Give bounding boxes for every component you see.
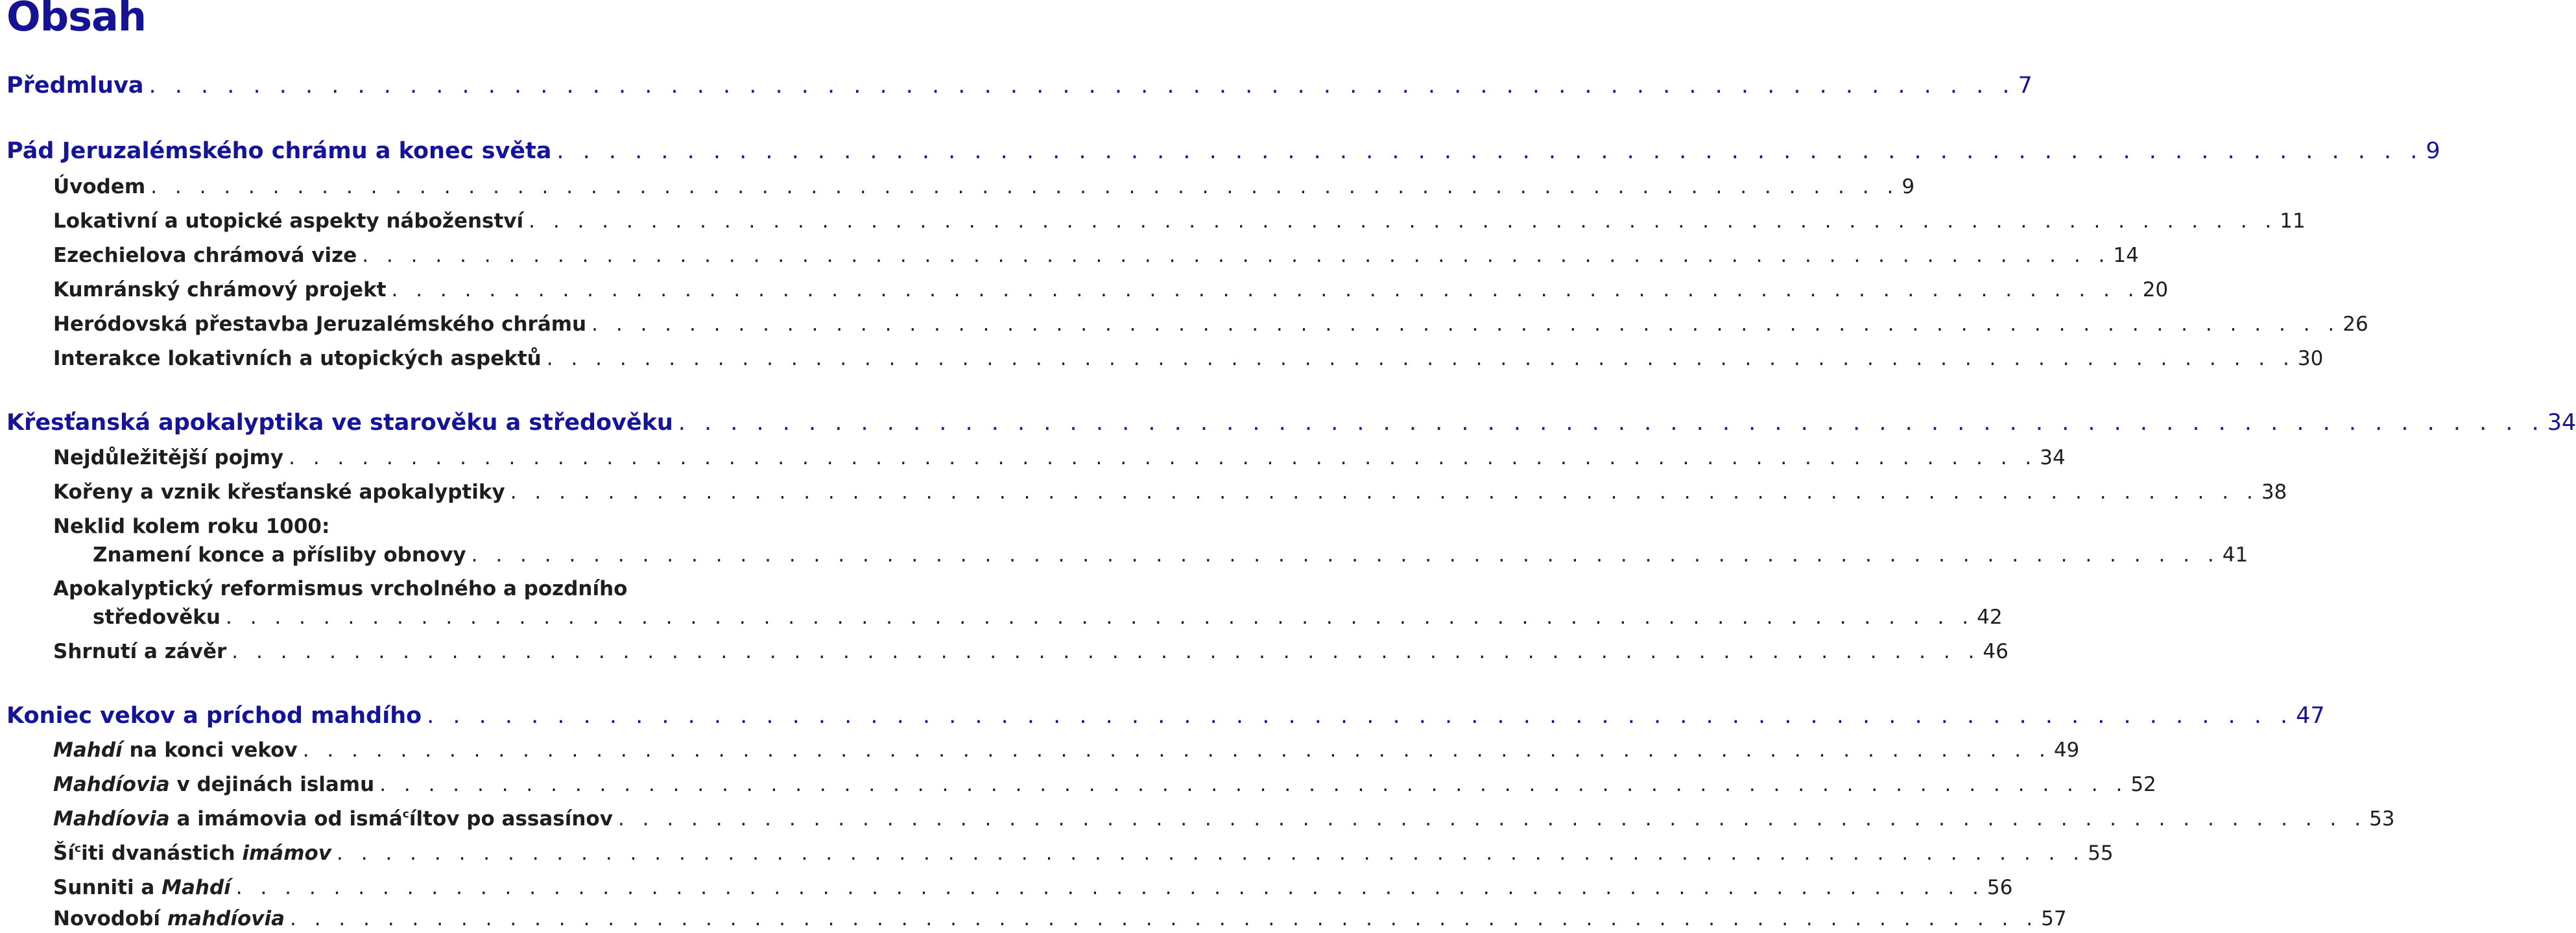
toc-entry-section[interactable] — [53, 480, 2287, 504]
toc-page-number: 26 — [2343, 313, 2368, 336]
toc-page-number: 7 — [2018, 73, 2033, 99]
toc-entry-section[interactable] — [53, 640, 2009, 663]
toc-entry-label: Nejdůležitější pojmy — [53, 446, 284, 469]
toc-page-number: 55 — [2088, 842, 2114, 865]
label-text: iti dvanástich — [81, 842, 243, 865]
leader-dots: . . . . . . . . . . . . . . . . . . . . . . . . . . . . . . . . . . . . . . . . . . . . . . . . . . . . . . . . . . . . . . . . . . . . . . . . — [232, 640, 1981, 663]
toc-entry-section[interactable] — [93, 606, 2003, 629]
toc-page-number: 34 — [2547, 410, 2576, 436]
label-text: a imámovia od ismá — [169, 807, 403, 831]
leader-dots: . . . . . . . . . . . . . . . . . . . . . . . . . . . . . . . . . . . . . . . . . . . . . . . . . . . . . . . . . . . . . . . . . . . . . . . . — [546, 347, 2295, 370]
leader-dots: . . . . . . . . . . . . . . . . . . . . . . . . . . . . . . . . . . . . . . . . . . . . . . . . . . . . . . . . . . . . . . . . . . . . . . . . — [362, 244, 2111, 267]
toc-entry-label: Úvodem — [53, 175, 146, 198]
ayn-superscript: c — [402, 808, 409, 821]
leader-dots: . . . . . . . . . . . . . . . . . . . . . . . . . . . . . . . . . . . . . . . . . . . . . . . . . . . . . . . . . . . . . . . . . . . . . . . . — [150, 175, 1900, 198]
italic-term: Mahdí — [161, 876, 231, 899]
leader-dots: . . . . . . . . . . . . . . . . . . . . . . . . . . . . . . . . . . . . . . . . . . . . . . . . . . . . . . . . . . . . . . . . . . . . . . . . — [510, 480, 2259, 504]
toc-entry-label: Kořeny a vznik křesťanské apokalyptiky — [53, 480, 505, 504]
toc-entry-preface[interactable] — [6, 73, 2033, 99]
toc-entry-label — [53, 876, 231, 899]
label-text: v dejinách islamu — [169, 773, 375, 796]
toc-entry-label: Heródovská přestavba Jeruzalémského chrámu — [53, 313, 587, 336]
leader-dots: . . . . . . . . . . . . . . . . . . . . . . . . . . . . . . . . . . . . . . . . . . . . . . . . . . . . . . . . . . . . . . . . . . . . . . . . — [391, 278, 2140, 301]
label-text: Ší — [53, 842, 75, 865]
toc-page-number: 9 — [1902, 175, 1915, 198]
leader-dots: . . . . . . . . . . . . . . . . . . . . . . . . . . . . . . . . . . . . . . . . . . . . . . . . . . . . . . . . . . . . . . . . . . . . . . . . — [529, 209, 2278, 233]
toc-entry-section[interactable] — [53, 738, 2080, 762]
toc-page-number: 57 — [2041, 907, 2067, 930]
toc-entry-section[interactable] — [53, 842, 2114, 865]
toc-page-number: 14 — [2113, 244, 2139, 267]
toc-page-number: 34 — [2040, 446, 2066, 469]
toc-entry-section[interactable] — [53, 175, 1915, 198]
toc-entry-chapter-2[interactable] — [6, 410, 2576, 436]
toc-entry-section[interactable] — [53, 807, 2395, 831]
toc-entry-section[interactable] — [53, 876, 2013, 899]
toc-entry-label: Shrnutí a závěr — [53, 640, 227, 663]
toc-entry-label: Křesťanská apokalyptika ve starověku a středověku — [6, 410, 673, 436]
toc-entry-label — [53, 807, 613, 831]
label-text: na konci vekov — [122, 738, 298, 762]
toc-entry-label: Koniec vekov a príchod mahdího — [6, 703, 422, 729]
ayn-superscript: c — [74, 842, 82, 856]
toc-page-number: 30 — [2297, 347, 2324, 370]
label-text: Novodobí — [53, 907, 167, 930]
toc-entry-chapter-1[interactable] — [6, 138, 2440, 164]
leader-dots: . . . . . . . . . . . . . . . . . . . . . . . . . . . . . . . . . . . . . . . . . . . . . . . . . . . . . . . . . . . . . . . . . . . . . . . . — [427, 703, 2294, 729]
toc-entry-label — [53, 738, 298, 762]
italic-term: mahdíovia — [167, 907, 285, 930]
leader-dots: . . . . . . . . . . . . . . . . . . . . . . . . . . . . . . . . . . . . . . . . . . . . . . . . . . . . . . . . . . . . . . . . . . . . . . . . — [337, 842, 2086, 865]
toc-entry-label: Pád Jeruzalémského chrámu a konec světa — [6, 138, 552, 164]
toc-page-number: 9 — [2426, 138, 2440, 164]
toc-entry-label — [53, 907, 285, 930]
leader-dots: . . . . . . . . . . . . . . . . . . . . . . . . . . . . . . . . . . . . . . . . . . . . . . . . . . . . . . . . . . . . . . . . . . . . . . . . — [617, 807, 2367, 831]
toc-entry-label: Interakce lokativních a utopických aspektů — [53, 347, 542, 370]
toc-entry-label: Ezechielova chrámová vize — [53, 244, 357, 267]
italic-term: Mahdí — [53, 738, 123, 762]
leader-dots: . . . . . . . . . . . . . . . . . . . . . . . . . . . . . . . . . . . . . . . . . . . . . . . . . . . . . . . . . . . . . . . . . . . . . . . . — [379, 773, 2129, 796]
leader-dots: . . . . . . . . . . . . . . . . . . . . . . . . . . . . . . . . . . . . . . . . . . . . . . . . . . . . . . . . . . . . . . . . . . . . . . . . — [226, 606, 1975, 629]
toc-page-number: 47 — [2296, 703, 2325, 729]
toc-entry-chapter-3[interactable] — [6, 703, 2325, 729]
toc-page-number: 49 — [2053, 738, 2080, 762]
toc-entry-section[interactable] — [53, 773, 2156, 796]
toc-page-number: 42 — [1977, 606, 2003, 629]
leader-dots: . . . . . . . . . . . . . . . . . . . . . . . . . . . . . . . . . . . . . . . . . . . . . . . . . . . . . . . . . . . . . . . . . . . . . . . . — [678, 410, 2545, 436]
leader-dots: . . . . . . . . . . . . . . . . . . . . . . . . . . . . . . . . . . . . . . . . . . . . . . . . . . . . . . . . . . . . . . . . . . . . . . . . — [235, 876, 1985, 899]
toc-entry-section[interactable] — [53, 347, 2324, 370]
toc-entry-section[interactable] — [53, 278, 2169, 301]
italic-term: Mahdíovia — [53, 807, 170, 831]
label-text: Sunniti a — [53, 876, 162, 899]
toc-entry-label-line1: Neklid kolem roku 1000: — [53, 515, 330, 538]
toc-entry-section[interactable] — [53, 313, 2368, 336]
leader-dots: . . . . . . . . . . . . . . . . . . . . . . . . . . . . . . . . . . . . . . . . . . . . . . . . . . . . . . . . . . . . . . . . . . . . . . . . — [149, 73, 2016, 99]
toc-entry-section[interactable] — [93, 543, 2248, 567]
toc-entry-label: Znamení konce a přísliby obnovy — [93, 543, 466, 567]
toc-page-number: 41 — [2222, 543, 2248, 567]
toc-entry-section[interactable] — [53, 244, 2139, 267]
italic-term: imámov — [242, 842, 332, 865]
toc-entry-label: středověku — [93, 606, 221, 629]
leader-dots: . . . . . . . . . . . . . . . . . . . . . . . . . . . . . . . . . . . . . . . . . . . . . . . . . . . . . . . . . . . . . . . . . . . . . . . . — [290, 907, 2039, 930]
leader-dots: . . . . . . . . . . . . . . . . . . . . . . . . . . . . . . . . . . . . . . . . . . . . . . . . . . . . . . . . . . . . . . . . . . . . . . . . — [471, 543, 2220, 567]
toc-entry-label: Kumránský chrámový projekt — [53, 278, 387, 301]
toc-page-number: 11 — [2280, 209, 2306, 233]
toc-entry-section[interactable] — [53, 907, 2067, 930]
leader-dots: . . . . . . . . . . . . . . . . . . . . . . . . . . . . . . . . . . . . . . . . . . . . . . . . . . . . . . . . . . . . . . . . . . . . . . . . — [289, 446, 2038, 469]
toc-entry-label-line1: Apokalyptický reformismus vrcholného a pozdního — [53, 577, 628, 600]
toc-page-number: 53 — [2369, 807, 2395, 831]
toc-page-number: 52 — [2130, 773, 2156, 796]
toc-page-number: 38 — [2261, 480, 2287, 504]
leader-dots: . . . . . . . . . . . . . . . . . . . . . . . . . . . . . . . . . . . . . . . . . . . . . . . . . . . . . . . . . . . . . . . . . . . . . . . . — [556, 138, 2424, 164]
toc-entry-label: Předmluva — [6, 73, 144, 99]
toc-page-number: 46 — [1983, 640, 2009, 663]
toc-page-number: 56 — [1986, 876, 2013, 899]
page-title: Obsah — [6, 0, 146, 40]
italic-term: Mahdíovia — [53, 773, 170, 796]
toc-entry-section[interactable] — [53, 209, 2306, 233]
toc-page-number: 20 — [2142, 278, 2169, 301]
toc-entry-label — [53, 842, 331, 865]
label-text: íltov po assasínov — [409, 807, 613, 831]
leader-dots: . . . . . . . . . . . . . . . . . . . . . . . . . . . . . . . . . . . . . . . . . . . . . . . . . . . . . . . . . . . . . . . . . . . . . . . . — [302, 738, 2051, 762]
toc-entry-section[interactable] — [53, 446, 2066, 469]
toc-entry-label: Lokativní a utopické aspekty náboženství — [53, 209, 524, 233]
toc-entry-label — [53, 773, 374, 796]
leader-dots: . . . . . . . . . . . . . . . . . . . . . . . . . . . . . . . . . . . . . . . . . . . . . . . . . . . . . . . . . . . . . . . . . . . . . . . . — [591, 313, 2341, 336]
